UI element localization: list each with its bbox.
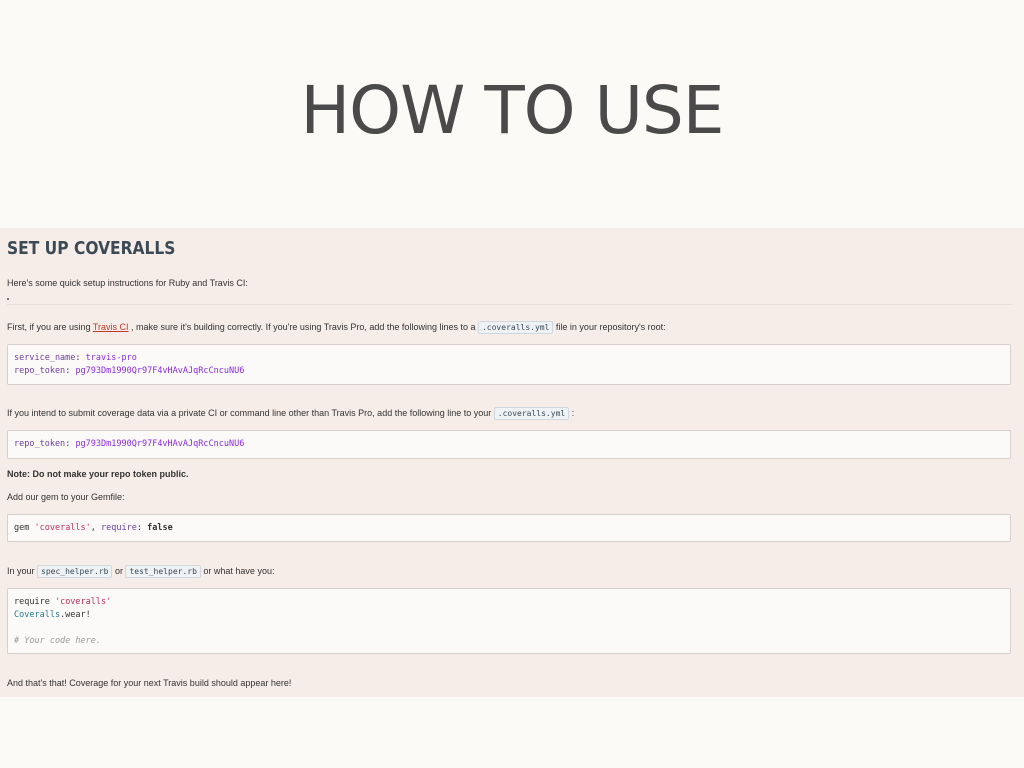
step4-middle: or bbox=[112, 566, 126, 576]
ruby-punct: : bbox=[136, 523, 148, 533]
step1-before: First, if you are using bbox=[7, 322, 93, 332]
ruby-comment: # Your code here. bbox=[14, 636, 101, 646]
coveralls-setup-screenshot bbox=[0, 228, 1024, 697]
ruby-keyword: false bbox=[147, 523, 173, 533]
yaml-value: travis-pro bbox=[85, 353, 137, 363]
step4-before: In your bbox=[7, 566, 38, 576]
code-line bbox=[14, 522, 1004, 535]
ruby-class: Coveralls bbox=[14, 610, 61, 620]
yaml-key: repo_token bbox=[14, 439, 66, 449]
inline-code-test-helper: test_helper.rb bbox=[125, 565, 200, 578]
step2-text bbox=[7, 406, 574, 421]
slide-title: HOW TO USE bbox=[300, 72, 724, 149]
code-line bbox=[14, 438, 1004, 451]
yaml-sep: : bbox=[75, 353, 86, 363]
step2-before: If you intend to submit coverage data via a private CI or command line other than Travis Pro, add the following line to your bbox=[7, 408, 494, 418]
step3-text: Add our gem to your Gemfile: bbox=[7, 492, 125, 502]
section-heading: SET UP COVERALLS bbox=[7, 238, 176, 259]
step4-after: or what have you: bbox=[200, 566, 275, 576]
code-line bbox=[14, 365, 1004, 378]
ruby-punct: , bbox=[90, 523, 102, 533]
bullet-dot bbox=[7, 298, 9, 300]
step2-after: : bbox=[569, 408, 575, 418]
code-line bbox=[14, 635, 1004, 648]
code-block-gemfile bbox=[7, 514, 1011, 542]
code-line bbox=[14, 352, 1004, 365]
code-line-empty bbox=[14, 622, 1004, 635]
ruby-method-call: .wear! bbox=[60, 610, 91, 620]
yaml-key: repo_token bbox=[14, 366, 66, 376]
inline-code-spec-helper: spec_helper.rb bbox=[37, 565, 112, 578]
ruby-method: gem bbox=[14, 523, 35, 533]
step4-text bbox=[7, 564, 274, 579]
yaml-sep: : bbox=[65, 366, 76, 376]
code-line bbox=[14, 596, 1004, 609]
ruby-string: 'coveralls' bbox=[34, 523, 91, 533]
yaml-sep: : bbox=[65, 439, 76, 449]
inline-code-coveralls-yml: .coveralls.yml bbox=[478, 321, 553, 334]
code-line bbox=[14, 609, 1004, 622]
outro-text: And that's that! Coverage for your next Travis build should appear here! bbox=[7, 678, 292, 688]
divider bbox=[7, 304, 1012, 305]
yaml-value: pg793Dm1990Qr97F4vHAvAJqRcCncuNU6 bbox=[75, 366, 245, 376]
ruby-symbol: require bbox=[101, 523, 137, 533]
step1-text bbox=[7, 320, 666, 335]
inline-code-coveralls-yml: .coveralls.yml bbox=[494, 407, 569, 420]
yaml-value: pg793Dm1990Qr97F4vHAvAJqRcCncuNU6 bbox=[75, 439, 245, 449]
code-block-coveralls-yml-pro bbox=[7, 344, 1011, 385]
note-text bbox=[7, 467, 189, 481]
step1-middle: , make sure it's building correctly. If you're using Travis Pro, add the following lines to a bbox=[128, 322, 478, 332]
intro-text: Here's some quick setup instructions for Ruby and Travis CI: bbox=[7, 278, 248, 288]
travis-ci-link[interactable]: Travis CI bbox=[92, 322, 129, 332]
ruby-method: require bbox=[14, 597, 55, 607]
yaml-key: service_name bbox=[14, 353, 76, 363]
note-bold: Note: Do not make your repo token public. bbox=[7, 469, 189, 479]
code-block-helper bbox=[7, 588, 1011, 654]
code-block-coveralls-yml-private bbox=[7, 430, 1011, 459]
ruby-string: 'coveralls' bbox=[54, 597, 112, 607]
step1-after: file in your repository's root: bbox=[553, 322, 666, 332]
